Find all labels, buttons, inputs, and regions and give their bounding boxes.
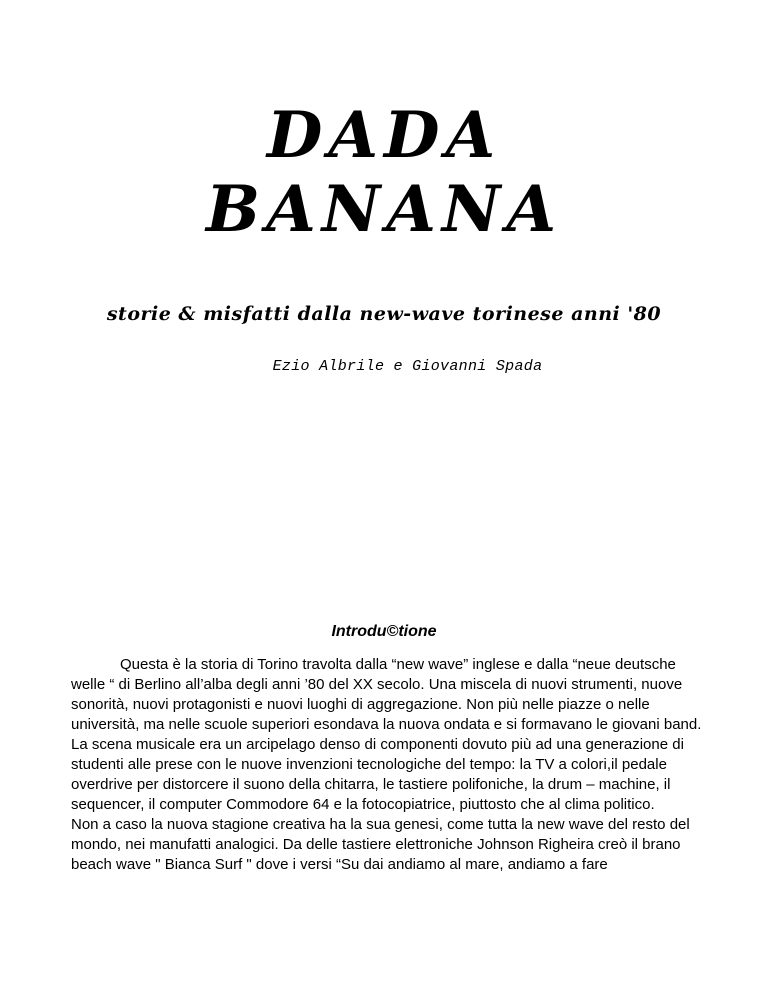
- title-line-1: DADA: [266, 98, 502, 173]
- authors: Ezio Albrile e Giovanni Spada: [272, 358, 543, 375]
- section-heading: Introdu©tione: [331, 623, 437, 640]
- subtitle: storie & misfatti dalla new-wave torinese anni '80: [106, 303, 662, 325]
- paragraph-2: Non a caso la nuova stagione creativa ha la sua genesi, come tutta la new wave del resto del mondo, nei manufatti analogici. Da delle tastiere elettroniche Johnson Righeira creò il brano beach wave " Bianca Surf " dove i versi “Su dai andiamo al mare, andiamo a fare: [71, 816, 690, 873]
- title-line-2: BANANA: [205, 172, 563, 247]
- body-text: [71, 655, 711, 875]
- paragraph-1: Questa è la storia di Torino travolta dalla “new wave” inglese e dalla “neue deutsche welle “ di Berlino all’alba degli anni ’80 del XX secolo. Una miscela di nuovi strumenti, nuove sonorità, nuovi protagonisti e nuovi luoghi di aggregazione. Non più nelle piazze o nelle università, ma nelle scuole superiori esondava la nuova ondata e si formavano le giovani band. La scena musicale era un arcipelago denso di componenti dovuto più ad una generazione di studenti alle prese con le nuove invenzioni tecnologiche del tempo: la TV a colori,il pedale overdrive per distorcere il suono della chitarra, le tastiere polifoniche, la drum – machine, il sequencer, il computer Commodore 64 e la fotocopiatrice, piuttosto che al clima politico.: [71, 656, 702, 813]
